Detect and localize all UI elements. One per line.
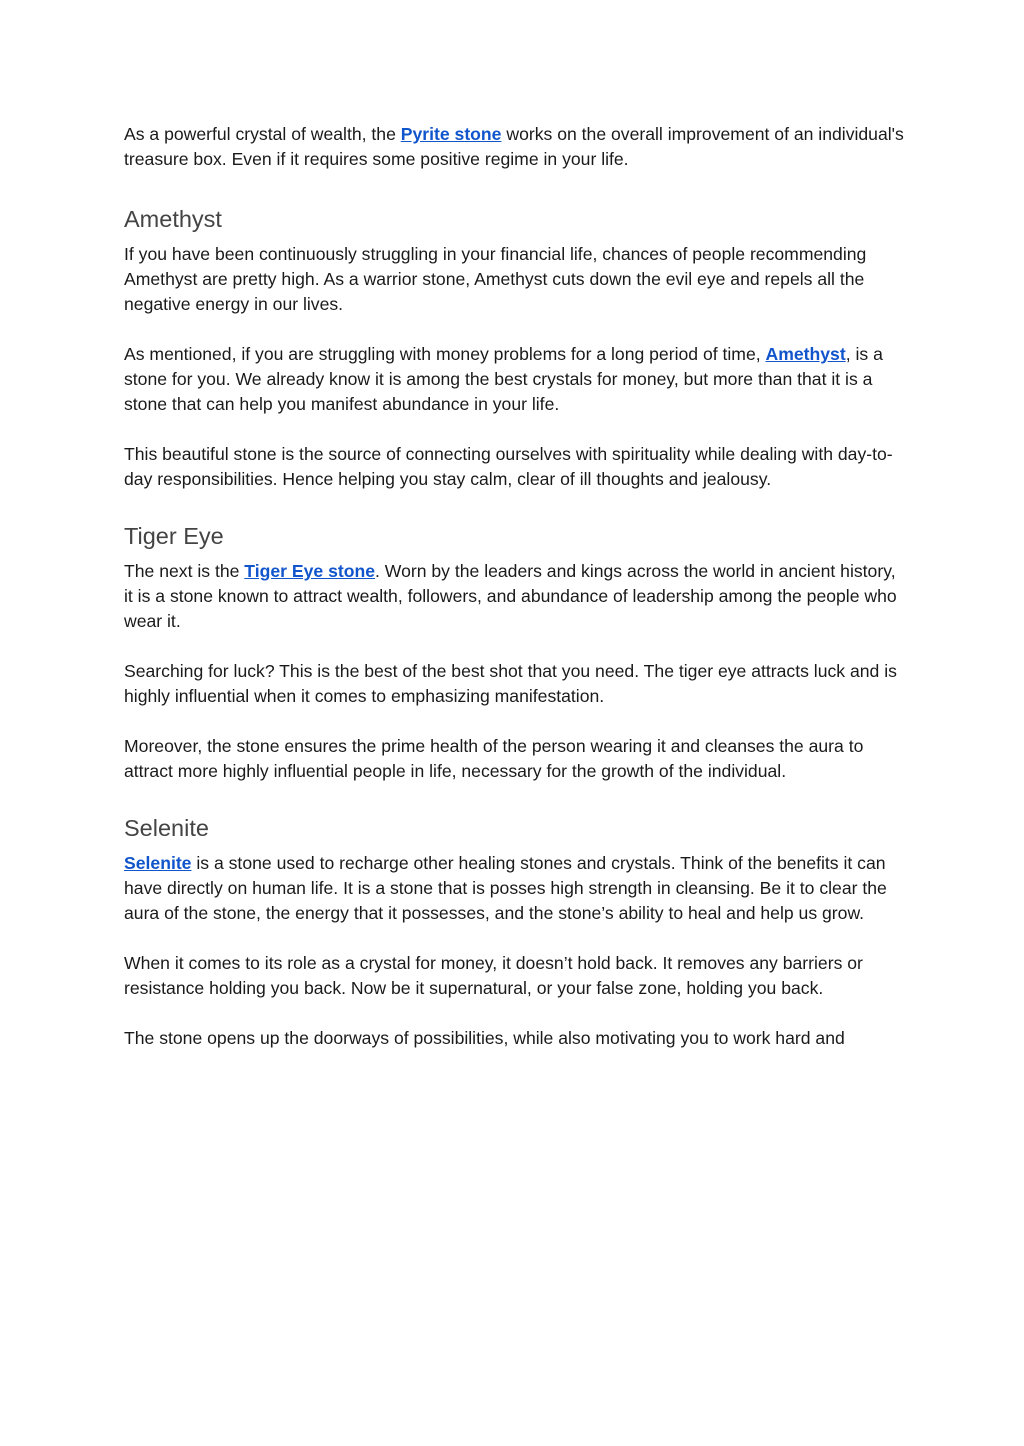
pyrite-stone-link[interactable]: Pyrite stone [400, 124, 502, 144]
selenite-p1-text-end: is a stone used to recharge other healing stones and crystals. Think of the benefits it can have directly on human life. It is a stone that is posses high strength in cleansing. Be it to clear the aura of the stone, the energy that it possesses, and the stone’s ability to heal and help us grow. [124, 853, 887, 923]
intro-text-end: works on the overall improvement of an individual's treasure box. Even if it requires some positive regime in your life. [124, 124, 904, 169]
selenite-paragraph-3: The stone opens up the doorways of possibilities, while also motivating you to work hard and [124, 1028, 845, 1048]
tiger-eye-stone-link[interactable]: Tiger Eye stone [244, 561, 375, 581]
amethyst-paragraph-3: This beautiful stone is the source of connecting ourselves with spirituality while dealing with day-to-day responsibilities. Hence helping you stay calm, clear of ill thoughts and jealousy. [124, 444, 893, 489]
amethyst-paragraph-2 [124, 342, 904, 417]
amethyst-p2-text-end: , is a stone for you. We already know it is among the best crystals for money, but more than that it is a stone that can help you manifest abundance in your life. [124, 344, 883, 414]
amethyst-paragraph-1: If you have been continuously struggling in your financial life, chances of people recommending Amethyst are pretty high. As a warrior stone, Amethyst cuts down the evil eye and repels all the negative energy in our lives. [124, 244, 867, 314]
amethyst-p2-text-start: As mentioned, if you are struggling with money problems for a long period of time, [124, 344, 766, 364]
selenite-paragraph-2: When it comes to its role as a crystal for money, it doesn’t hold back. It removes any barriers or resistance holding you back. Now be it supernatural, or your false zone, holding you back. [124, 953, 863, 998]
document-page [124, 122, 904, 1051]
tiger-eye-heading: Tiger Eye [124, 523, 224, 549]
tiger-eye-paragraph-1 [124, 559, 904, 634]
intro-text-start: As a powerful crystal of wealth, the [124, 124, 401, 144]
amethyst-link[interactable]: Amethyst [765, 344, 846, 364]
tiger-eye-paragraph-2: Searching for luck? This is the best of the best shot that you need. The tiger eye attracts luck and is highly influential when it comes to emphasizing manifestation. [124, 661, 897, 706]
selenite-link[interactable]: Selenite [124, 853, 192, 873]
selenite-heading: Selenite [124, 815, 209, 841]
tiger-eye-p1-text-start: The next is the [124, 561, 245, 581]
tiger-eye-p1-text-end: . Worn by the leaders and kings across the world in ancient history, it is a stone known to attract wealth, followers, and abundance of leadership among the people who wear it. [124, 561, 897, 631]
selenite-paragraph-1 [124, 851, 904, 926]
tiger-eye-paragraph-3: Moreover, the stone ensures the prime health of the person wearing it and cleanses the aura to attract more highly influential people in life, necessary for the growth of the individual. [124, 736, 864, 781]
intro-paragraph [124, 122, 904, 172]
amethyst-heading: Amethyst [124, 206, 222, 232]
